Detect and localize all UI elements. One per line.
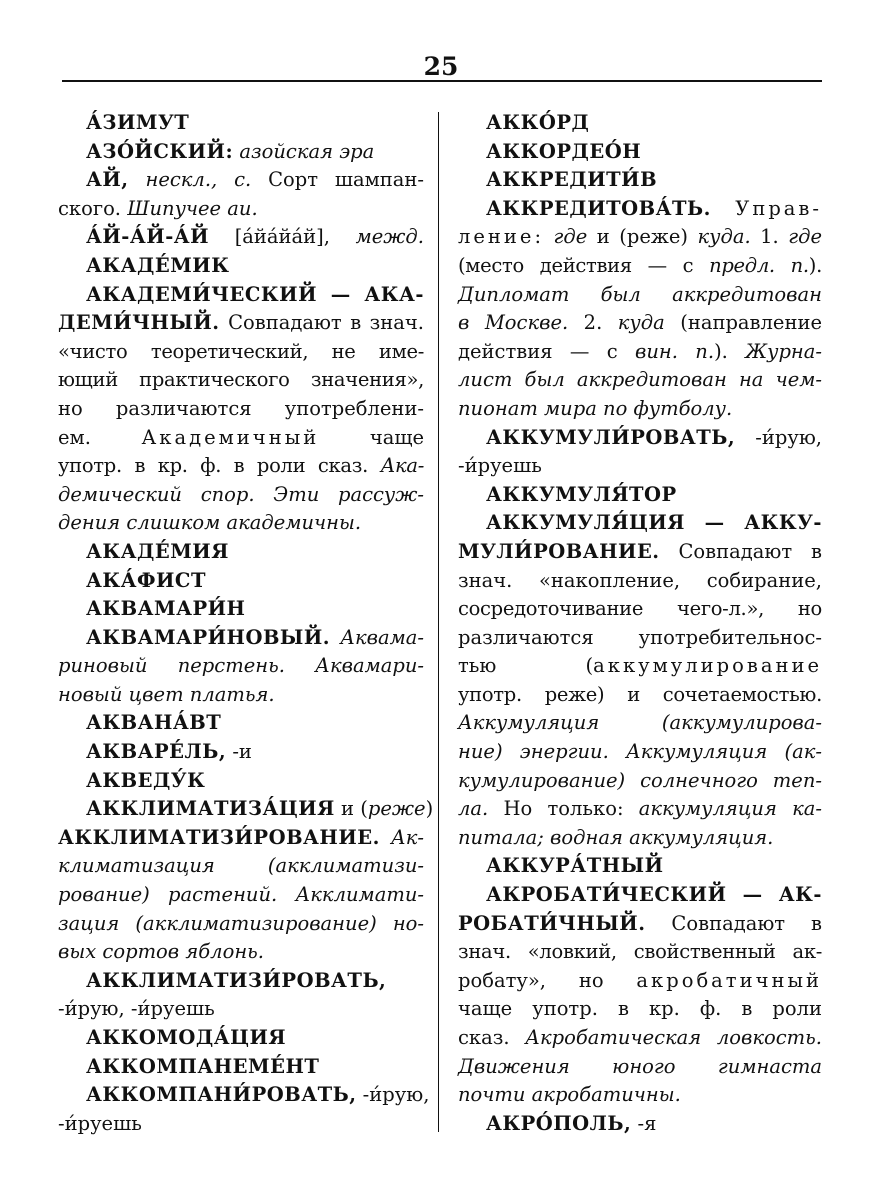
example-text: Аккумуляция (аккумулирова- [458, 711, 822, 735]
definition-text [380, 826, 391, 849]
example-text: Журна- [745, 339, 822, 363]
headword: АКРОБАТИ́ЧЕСКИЙ — АК- [486, 883, 822, 907]
text-line [58, 681, 424, 710]
definition-text: ) [425, 797, 434, 821]
definition-text: 1. [750, 225, 789, 249]
text-line [458, 652, 822, 681]
headword: А́Й-А́Й-А́Й [86, 225, 210, 249]
text-line [458, 1110, 822, 1139]
text-line [458, 509, 822, 538]
definition-text: [а́йа́йа́й], [209, 225, 356, 249]
definition-text: -и́рую, -и́руешь [58, 997, 215, 1021]
text-line [58, 281, 424, 310]
text-line [458, 1081, 822, 1110]
spaced-emphasis: аккумулирование [593, 654, 822, 678]
text-line [58, 1081, 430, 1110]
definition-text: Но только: [488, 797, 639, 821]
text-line [458, 938, 822, 967]
definition-text: (направление [664, 311, 822, 335]
text-line [58, 738, 424, 767]
headword: АККЛИМАТИЗА́ЦИЯ [86, 797, 335, 821]
example-text: Движения юного гимнаста [458, 1054, 822, 1078]
text-line [58, 938, 424, 967]
text-line [458, 424, 822, 453]
text-line [58, 166, 424, 195]
text-line [458, 795, 822, 824]
text-line [58, 795, 434, 824]
text-line [58, 852, 424, 881]
definition-text: и (реже) [587, 225, 698, 249]
text-line [58, 1110, 424, 1139]
headword: АКАДЕ́МИК [86, 253, 230, 277]
headword: ДЕМИ́ЧНЫЙ. [58, 311, 220, 335]
text-line [458, 681, 822, 710]
text-line [458, 1024, 822, 1053]
definition-text: чаще употр. в кр. ф. в роли [458, 997, 822, 1021]
headword: АККОМПАНИ́РОВАТЬ, [86, 1083, 357, 1107]
example-text: в Москве. [458, 311, 569, 335]
text-line [458, 767, 822, 796]
example-text: аккумуляция ка- [638, 797, 822, 821]
text-line [458, 481, 822, 510]
text-line [58, 881, 424, 910]
definition-text [129, 168, 146, 191]
text-line [458, 309, 822, 338]
headword: АККУРА́ТНЫЙ [486, 854, 664, 878]
text-line [458, 738, 822, 767]
text-line [458, 166, 822, 195]
headword: АККУМУЛИ́РОВАТЬ, [486, 425, 736, 449]
definition-text: чаще [319, 425, 425, 449]
example-text: азойская эра [239, 139, 375, 163]
text-line [58, 509, 424, 538]
text-line [58, 195, 424, 224]
text-line [458, 281, 822, 310]
example-text: ние) энергии. Аккумуляция (ак- [458, 740, 822, 764]
right-column [458, 109, 822, 1138]
text-line [458, 824, 822, 853]
text-line [58, 223, 424, 252]
headword: АКА́ФИСТ [86, 568, 206, 592]
example-text: кумулирование) солнечного теп- [458, 768, 822, 792]
definition-text: ского. [58, 196, 128, 220]
headword: АККОМПАНЕМЕ́НТ [86, 1054, 320, 1078]
headword: АККУМУЛЯ́ТОР [486, 482, 677, 506]
definition-text: (место действия — с [458, 253, 710, 277]
example-text: Аквама- [340, 625, 424, 649]
headword: МУЛИ́РОВАНИЕ. [458, 539, 660, 563]
text-line [58, 109, 424, 138]
example-text: Шипучее аи. [127, 196, 258, 220]
example-text: Акробатическая ловкость. [525, 1026, 822, 1049]
definition-text: -и [226, 740, 252, 764]
definition-text: Совпадают в [659, 539, 822, 563]
text-line [458, 995, 822, 1024]
definition-text: знач. «ловкий, свойственный ак- [458, 940, 822, 964]
example-text: предл. п. [709, 253, 809, 277]
text-line [58, 366, 424, 395]
example-text: почти акробатичны. [458, 1083, 681, 1107]
header-rule [62, 80, 822, 82]
example-text: новый цвет платья. [58, 682, 275, 706]
example-text: демический спор. Эти рассуж- [58, 482, 424, 506]
example-text: нескл., с. [145, 168, 252, 192]
definition-text: ющий практического значения», [58, 368, 424, 392]
text-line [458, 252, 822, 281]
headword: АКВЕДУ́К [86, 768, 206, 792]
definition-text: -я [631, 1111, 657, 1135]
headword: АКВАНА́ВТ [86, 711, 222, 735]
definition-text: -и́рую, [735, 425, 822, 449]
headword: АККОМОДА́ЦИЯ [86, 1026, 287, 1049]
example-text: рование) растений. Акклимати- [58, 883, 424, 907]
text-line [58, 624, 424, 653]
definition-text: -и́руешь [58, 1111, 142, 1135]
definition-text: тью ( [458, 654, 594, 678]
example-text: Ака- [380, 454, 424, 478]
example-text: зация (акклиматизирование) но- [58, 911, 424, 935]
definition-text: действия — с [458, 339, 635, 363]
definition-text: ). [714, 339, 746, 363]
definition-text [544, 225, 554, 248]
text-line [58, 995, 424, 1024]
text-line [58, 652, 424, 681]
definition-text: и ( [334, 797, 368, 821]
text-line [58, 824, 424, 853]
text-line [458, 109, 822, 138]
example-text: вых сортов яблонь. [58, 940, 264, 964]
definition-text: 2. [568, 311, 618, 335]
example-text: лист был аккредитован на чем- [458, 368, 822, 392]
example-text: питала; водная аккумуляция. [458, 825, 774, 849]
example-text: Дипломат был аккредитован [458, 282, 822, 306]
text-line [458, 567, 822, 596]
text-line [458, 967, 822, 996]
text-line [58, 452, 424, 481]
example-text: ла. [458, 797, 489, 821]
headword: АККЛИМАТИЗИ́РОВАТЬ, [86, 968, 387, 992]
example-text: вин. п. [635, 339, 715, 363]
headword: АЗО́ЙСКИЙ: [86, 139, 234, 163]
headword: АКАДЕ́МИЯ [86, 539, 229, 563]
text-line [458, 223, 822, 252]
text-line [458, 395, 822, 424]
text-line [58, 538, 424, 567]
headword: РОБАТИ́ЧНЫЙ. [458, 911, 646, 935]
definition-text: Совпадают в знач. [219, 311, 424, 335]
headword: АККЛИМАТИЗИ́РОВАНИЕ. [58, 825, 380, 849]
spaced-emphasis: акробатичный [636, 968, 822, 992]
text-line [58, 967, 424, 996]
headword: АККО́РД [486, 111, 590, 134]
definition-text: но различаются употреблени- [58, 396, 424, 420]
text-line [458, 624, 822, 653]
text-line [458, 881, 822, 910]
definition-text: -и́рую, [356, 1083, 430, 1107]
definition-text: робату», но [458, 968, 637, 992]
definition-text: знач. «накопление, собирание, [458, 568, 822, 592]
definition-text: -и́руешь [458, 454, 542, 478]
text-line [458, 538, 822, 567]
headword: АКВАРЕ́ЛЬ, [86, 740, 227, 764]
definition-text [711, 197, 735, 220]
spaced-emphasis: Управ- [735, 196, 822, 220]
text-line [58, 138, 424, 167]
example-text: куда [617, 311, 665, 335]
example-text: где [788, 225, 822, 249]
definition-text: сказ. [458, 1026, 526, 1049]
page-number: 25 [423, 52, 459, 81]
text-line [58, 309, 424, 338]
example-text: риновый перстень. Аквамари- [58, 654, 424, 678]
definition-text: «чисто теоретический, не име- [58, 339, 424, 363]
text-line [58, 1024, 424, 1053]
text-line [58, 395, 424, 424]
text-line [458, 1053, 822, 1082]
example-text: реже [367, 797, 426, 821]
text-line [458, 338, 822, 367]
headword: АККРЕДИТОВА́ТЬ. [486, 196, 711, 220]
text-line [458, 366, 822, 395]
definition-text: употр. реже) и сочетаемостью. [458, 682, 822, 706]
headword: АКАДЕМИ́ЧЕСКИЙ — АКА- [86, 282, 424, 306]
headword: АККУМУЛЯ́ЦИЯ — АККУ- [486, 511, 822, 535]
definition-text: различаются употребительнос- [458, 625, 822, 649]
headword: АКРО́ПОЛЬ, [486, 1111, 632, 1135]
column-divider [438, 112, 439, 1132]
spaced-emphasis: Академичный [141, 425, 320, 449]
definition-text: употр. в кр. ф. в роли сказ. [58, 454, 381, 478]
text-line [58, 709, 424, 738]
text-line [58, 567, 424, 596]
example-text: куда. [697, 225, 751, 249]
spaced-emphasis: ление: [458, 225, 545, 249]
text-line [458, 910, 822, 939]
text-line [458, 195, 822, 224]
text-line [458, 852, 822, 881]
text-line [58, 910, 424, 939]
example-text: Ак- [390, 825, 424, 849]
text-line [58, 1053, 424, 1082]
headword: АККРЕДИТИ́В [486, 168, 658, 192]
example-text: климатизация (акклиматизи- [58, 854, 424, 878]
example-text: где [553, 225, 588, 249]
text-line [458, 452, 822, 481]
text-line [58, 481, 424, 510]
text-line [58, 595, 424, 624]
example-text: пионат мира по футболу. [458, 396, 733, 420]
example-text: межд. [355, 225, 424, 249]
left-column [58, 109, 434, 1138]
headword: АКВАМАРИ́НОВЫЙ. [86, 625, 331, 649]
text-line [458, 709, 822, 738]
definition-text: ). [808, 253, 822, 277]
definition-text: Совпадают в [645, 911, 822, 935]
text-line [58, 252, 424, 281]
definition-text: Сорт шампан- [251, 168, 424, 192]
headword: АККОРДЕО́Н [486, 139, 642, 163]
text-line [58, 767, 424, 796]
headword: А́ЗИМУТ [86, 111, 190, 134]
headword: АКВАМАРИ́Н [86, 597, 246, 621]
text-line [458, 595, 822, 624]
text-line [58, 424, 424, 453]
headword: АЙ, [86, 168, 129, 192]
definition-text: сосредоточивание чего-л.», но [458, 597, 822, 621]
example-text: дения слишком академичны. [58, 511, 362, 535]
text-line [58, 338, 424, 367]
text-line [458, 138, 822, 167]
definition-text: ем. [58, 425, 142, 449]
definition-text [330, 626, 340, 649]
